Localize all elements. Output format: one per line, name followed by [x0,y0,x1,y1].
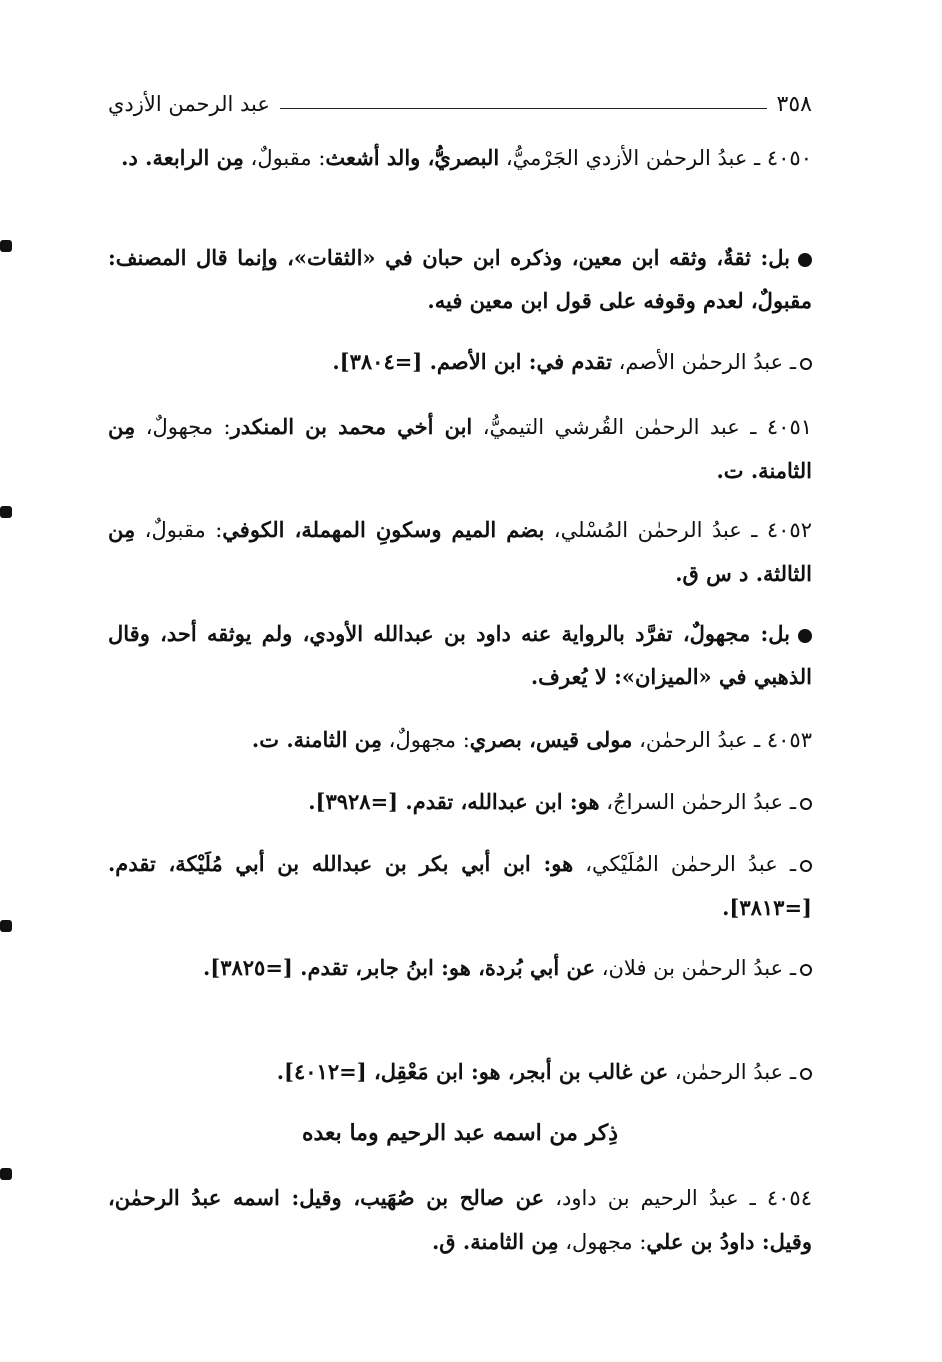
binding-mark [0,506,12,518]
circle-icon [800,798,812,810]
entry-text: : مقبولٌ، [243,146,326,170]
entry-bold: مولى قيس، بصري [469,727,633,752]
crossref-asam [108,340,812,384]
entry-4052 [108,508,812,596]
entry-text: ٤٠٥٤ ـ عبدُ الرحيم بن داود، [544,1186,812,1210]
entry-bold: هو: ابن عبدالله، تقدم. [=٣٩٢٨]. [308,789,600,814]
entry-bold: ابن أخي محمد بن المنكدر [230,414,473,439]
section-heading: ذِكر من اسمه عبد الرحيم وما بعده [301,1120,619,1146]
entry-bold: بضم الميم وسكونِ المهملة، الكوفي [222,517,545,542]
entry-text: ـ عبدُ الرحمٰن الأصم، [611,350,796,374]
entry-text: : مجهول، [558,1230,647,1254]
bullet-icon [798,253,812,267]
entry-text: ٤٠٥٣ ـ عبدُ الرحمٰن، [632,728,812,752]
page-number: ٣٥٨ [776,91,812,117]
entry-bold: عن غالب بن أبجر، هو: ابن مَعْقِل، [=٤٠١٢]. [276,1059,669,1084]
entry-text: ـ عبدُ الرحمٰن السراجُ، [599,790,796,814]
entry-bold: هو: ابن أبي بكر بن عبدالله بن أبي مُلَيْكة، تقدم. [=٣٨١٣]. [108,851,812,920]
note-thiqa [108,236,812,322]
crossref-ghalib [108,1050,812,1094]
binding-mark [0,920,12,932]
entry-text: ـ عبدُ الرحمٰن، [668,1060,796,1084]
entry-4051 [108,405,812,493]
entry-text: : مقبولٌ، [135,518,223,542]
entry-bold: مِن الثامنة. ق. [432,1229,559,1254]
bullet-icon [798,629,812,643]
header-rule [280,108,767,109]
entry-bold: مِن الثامنة. ت. [251,727,382,752]
binding-mark [0,240,12,252]
entry-bold: مِن الثامنة. ت. [108,414,812,483]
entry-4050 [108,136,812,180]
entry-text: ٤٠٥٢ ـ عبدُ الرحمٰن المُسْلي، [544,518,812,542]
crossref-mulayki [108,842,812,930]
entry-text: ٤٠٥٠ ـ عبدُ الرحمٰن الأزدي الجَرْميُّ، [499,146,812,170]
binding-mark [0,1168,12,1180]
entry-text: ـ عبدُ الرحمٰن المُلَيْكي، [573,852,796,876]
entry-text: ـ عبدُ الرحمٰن بن فلان، [595,956,796,980]
entry-4054 [108,1176,812,1264]
entry-text: : مجهولٌ، [135,415,231,439]
circle-icon [800,358,812,370]
note-text: بل: مجهولٌ، تفرَّد بالرواية عنه داود بن عبدالله الأودي، ولم يوثقه أحد، وقال الذهبي في «الميزان»: لا يُعرف. [108,621,812,689]
running-header [108,86,812,122]
entry-text: ٤٠٥١ ـ عبد الرحمٰن القُرشي التيميُّ، [472,415,813,439]
entry-bold: عن صالح بن صُهَيب، وقيل: اسمه عبدُ الرحمٰن، وقيل: داودُ بن علي [108,1185,812,1254]
crossref-fulan [108,946,812,990]
circle-icon [800,860,812,872]
note-majhul [108,612,812,698]
entry-text: : مجهولٌ، [381,728,470,752]
entry-bold: البصريُّ، والد أشعث [325,145,500,170]
entry-bold: تقدم في: ابن الأصم. [=٣٨٠٤]. [332,349,612,374]
entry-bold: مِن الرابعة. د. [121,145,244,170]
header-title: عبد الرحمن الأزدي [108,92,270,116]
note-text: بل: ثقةٌ، وثقه ابن معين، وذكره ابن حبان في «الثقات»، وإنما قال المصنف: مقبولٌ، لعدم وقوفه على قول ابن معين فيه. [108,245,812,313]
circle-icon [800,1068,812,1080]
entry-bold: مِن الثالثة. د س ق. [108,517,812,586]
entry-4053 [108,718,812,762]
crossref-sarraj [108,780,812,824]
entry-bold: عن أبي بُردة، هو: ابنُ جابر، تقدم. [=٣٨٢٥]. [202,955,596,980]
circle-icon [800,964,812,976]
